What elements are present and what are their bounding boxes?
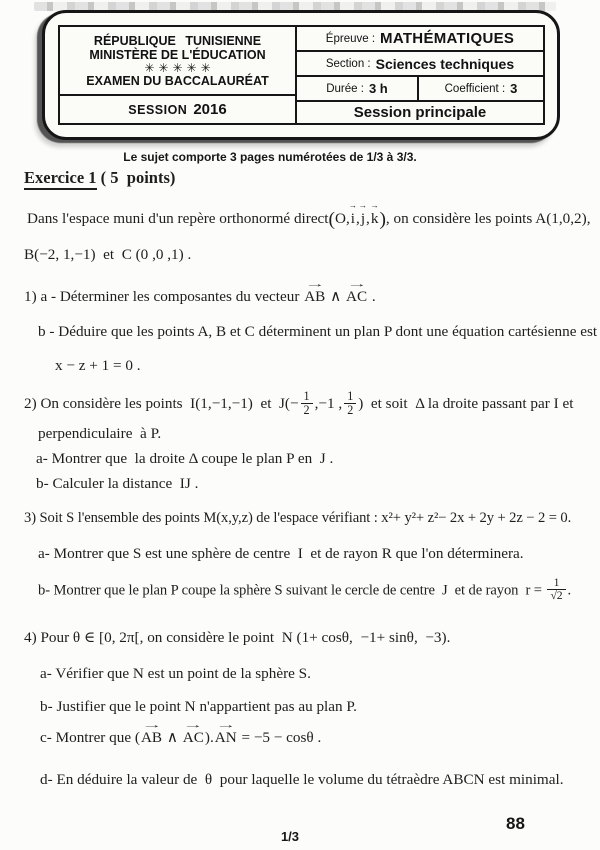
intro-text-end: , on considère les points A(1,0,2), xyxy=(385,210,591,228)
wedge-operator: ∧ xyxy=(163,729,182,747)
intro-line-2: B(−2, 1,−1) et C (0 ,0 ,1) . xyxy=(24,246,192,264)
close-paren: ) xyxy=(379,209,386,231)
question-1b: b - Déduire que les points A, B et C déterminent un plan P dont une équation cartésienne est xyxy=(38,323,598,341)
ministry-line: MINISTÈRE DE L'ÉDUCATION xyxy=(89,47,266,62)
intro-text: Dans l'espace muni d'un repère orthonormé direct xyxy=(27,210,329,228)
vector-an: AN → xyxy=(215,728,237,747)
header-left-column xyxy=(60,27,297,123)
coefficient-label: Coefficient : xyxy=(444,82,506,95)
question-1a xyxy=(24,287,376,306)
pages-notice: Le sujet comporte 3 pages numérotées de 1/3 à 3/3. xyxy=(123,150,417,164)
vector-ac: AC → xyxy=(183,728,204,747)
coefficient-cell xyxy=(419,77,543,100)
intro-line-1 xyxy=(27,208,591,232)
duree-coeff-row xyxy=(297,77,543,102)
fraction-denominator: 2 xyxy=(301,403,313,417)
question-4b: b- Justifier que le point N n'appartient pas au plan P. xyxy=(40,698,357,716)
question-2 xyxy=(24,391,573,418)
question-2a: a- Montrer que la droite Δ coupe le plan P en J . xyxy=(36,450,334,468)
session-type: Session principale xyxy=(353,104,487,121)
section-label: Section : xyxy=(325,57,371,70)
fraction-denominator: 2 xyxy=(344,403,356,417)
question-2-line2: perpendiculaire à P. xyxy=(38,425,162,443)
question-4c xyxy=(40,728,321,747)
epreuve-cell xyxy=(297,27,543,52)
vector-ab: AB → xyxy=(141,728,162,747)
epreuve-label: Épreuve : xyxy=(325,32,376,45)
q1a-text: 1) a - Déterminer les composantes du vecteur xyxy=(24,288,304,306)
epreuve-value: MATHÉMATIQUES xyxy=(380,30,515,47)
question-4a: a- Vérifier que N est un point de la sphère S. xyxy=(40,665,311,683)
vector-k: k → xyxy=(371,209,379,228)
session-year: 2016 xyxy=(193,101,227,118)
question-3a: a- Montrer que S est une sphère de centre I et de rayon R que l'on déterminera. xyxy=(38,545,524,563)
question-3b xyxy=(38,575,572,604)
fraction-numerator: 1 xyxy=(303,389,310,404)
q4c-text: c- Montrer que ( xyxy=(40,729,140,747)
duree-value: 3 h xyxy=(368,81,388,96)
fraction-one-half xyxy=(301,390,313,417)
page-number: 1/3 xyxy=(280,829,300,844)
comma: , xyxy=(356,210,360,228)
section-value: Sciences techniques xyxy=(375,55,515,72)
stars-separator: ✳✳✳✳✳ xyxy=(144,60,215,75)
session-type-cell xyxy=(297,102,543,123)
wedge-operator: ∧ xyxy=(326,288,346,306)
q1a-period: . xyxy=(368,288,376,306)
vector-ab: AB → xyxy=(304,287,325,306)
sheet-number: 88 xyxy=(506,814,525,833)
question-3: 3) Soit S l'ensemble des points M(x,y,z) de l'espace vérifiant : x²+ y²+ z²− 2x + 2y + 2z − 2 = 0. xyxy=(24,509,572,526)
question-1b-equation: x − z + 1 = 0 . xyxy=(55,357,141,375)
duree-label: Durée : xyxy=(326,82,364,95)
session-label: SESSION xyxy=(128,102,188,117)
q4c-result: = −5 − cosθ . xyxy=(237,729,322,747)
comma: , xyxy=(366,210,370,228)
vector-i: i → xyxy=(351,209,355,228)
q3b-text: b- Montrer que le plan P coupe la sphère S suivant le cercle de centre J et de rayon r = xyxy=(38,582,546,599)
header-right-column xyxy=(297,27,543,123)
origin-o: O, xyxy=(335,210,350,228)
section-cell xyxy=(297,52,543,77)
coefficient-value: 3 xyxy=(510,81,518,96)
question-4: 4) Pour θ ∈ [0, 2π[, on considère le point N (1+ cosθ, −1+ sinθ, −3). xyxy=(24,629,451,647)
exercise-points: ( 5 points) xyxy=(96,168,176,187)
vector-ac: AC → xyxy=(346,287,367,306)
republic-line: RÉPUBLIQUE TUNISIENNE xyxy=(93,33,262,48)
header-box xyxy=(42,10,560,140)
exam-line: EXAMEN DU BACCALAURÉAT xyxy=(86,73,269,88)
open-paren: ( xyxy=(328,209,336,231)
fraction-one-over-sqrt2 xyxy=(547,577,565,603)
fraction-denominator: √2 xyxy=(547,589,565,603)
question-4d: d- En déduire la valeur de θ pour laquelle le volume du tétraèdre ABCN est minimal. xyxy=(40,771,564,789)
fraction-one-half xyxy=(344,390,356,417)
duree-cell xyxy=(297,77,419,100)
q2-text-mid: ,−1 , xyxy=(314,395,343,413)
ministry-block xyxy=(60,27,295,96)
q2-text-end: ) et soit Δ la droite passant par I et xyxy=(358,395,574,413)
vector-j: j → xyxy=(361,209,365,228)
exercise-title xyxy=(24,168,175,188)
dot-operator: ). xyxy=(204,729,214,747)
question-2b: b- Calculer la distance IJ . xyxy=(36,475,199,493)
q3b-period: . xyxy=(567,582,572,599)
fraction-numerator: 1 xyxy=(553,575,560,589)
fraction-numerator: 1 xyxy=(347,389,354,404)
session-cell xyxy=(60,96,295,123)
q2-text: 2) On considère les points I(1,−1,−1) et J(− xyxy=(24,395,299,413)
exercise-title-text: Exercice 1 xyxy=(24,168,97,190)
header-table xyxy=(58,25,545,125)
